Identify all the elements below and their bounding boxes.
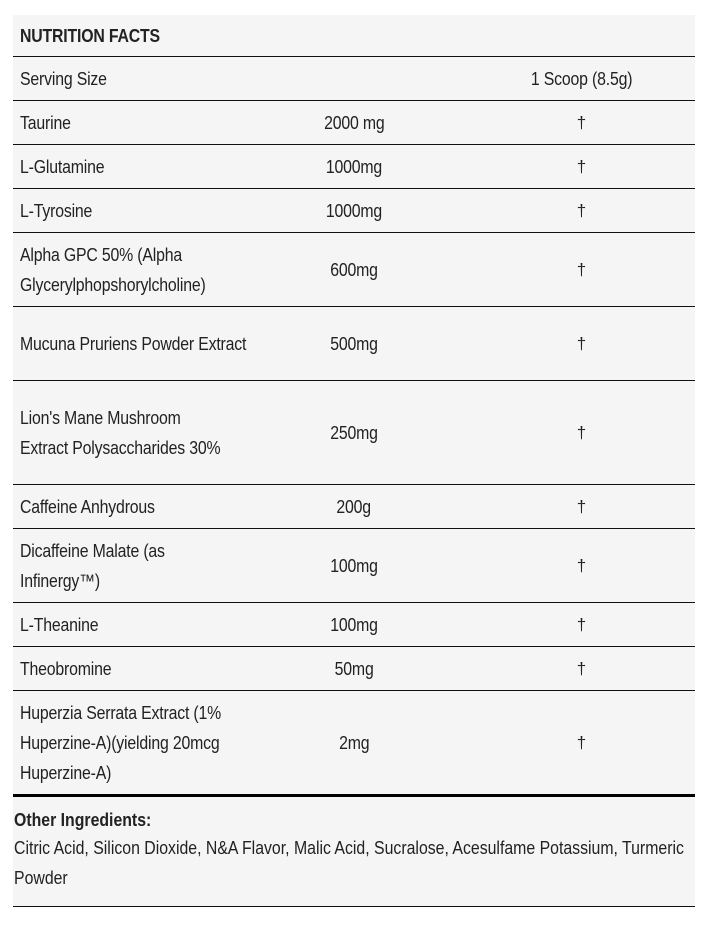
ingredient-name-text: Theobromine [20, 658, 112, 679]
ingredient-name-text: L-Glutamine [20, 156, 105, 177]
ingredient-amount [240, 381, 467, 485]
title-text: NUTRITION FACTS [20, 25, 160, 46]
other-ingredients-title: Other Ingredients: [14, 810, 152, 830]
amount-text: 500mg [330, 333, 378, 354]
ingredient-name-text: L-Theanine [20, 614, 99, 635]
ingredient-name [13, 603, 240, 647]
ingredient-name-text: Alpha GPC 50% (Alpha Glycerylphopshorylcholine) [20, 244, 206, 295]
amount-text: 1000mg [325, 156, 383, 177]
amount-text: 50mg [334, 658, 374, 679]
other-ingredients-list: Citric Acid, Silicon Dioxide, N&A Flavor, Malic Acid, Sucralose, Acesulfame Potassium, Turmeric Powder [14, 838, 684, 888]
ingredient-name-text: Huperzia Serrata Extract (1% Huperzine-A)(yielding 20mcg Huperzine-A) [20, 702, 222, 783]
table-row [13, 307, 695, 381]
ingredient-name [13, 381, 240, 485]
daily-value-dagger [468, 647, 695, 691]
ingredient-amount [240, 691, 467, 796]
ingredient-amount [240, 603, 467, 647]
ingredient-name-text: Taurine [20, 112, 71, 133]
amount-text: 200g [336, 496, 372, 517]
serving-value-text: 1 Scoop (8.5g) [530, 68, 633, 89]
ingredient-amount [240, 189, 467, 233]
dagger-icon: † [576, 497, 586, 516]
ingredient-name [13, 307, 247, 381]
daily-value-dagger [468, 101, 695, 145]
nutrition-facts-panel [13, 15, 695, 907]
serving-spacer [240, 57, 467, 101]
amount-text: 2000 mg [323, 112, 385, 133]
ingredient-amount [240, 485, 467, 529]
ingredient-name [13, 647, 240, 691]
ingredient-name [13, 101, 240, 145]
daily-value-dagger [468, 233, 695, 307]
dagger-icon: † [576, 615, 586, 634]
amount-text: 250mg [330, 422, 378, 443]
table-row [13, 647, 695, 691]
dagger-icon: † [576, 157, 586, 176]
ingredient-name-text: Caffeine Anhydrous [20, 496, 155, 517]
amount-text: 1000mg [325, 200, 383, 221]
daily-value-dagger [468, 691, 695, 796]
serving-size-value [468, 57, 695, 101]
daily-value-dagger [468, 307, 695, 381]
table-row [13, 101, 695, 145]
ingredient-amount [240, 101, 467, 145]
table-row [13, 145, 695, 189]
table-header-row [13, 15, 695, 57]
dagger-icon: † [576, 423, 586, 442]
ingredient-name [13, 529, 240, 603]
ingredient-amount [240, 233, 467, 307]
amount-text: 100mg [330, 614, 378, 635]
daily-value-dagger [468, 189, 695, 233]
serving-label-text: Serving Size [20, 68, 107, 89]
table-row [13, 691, 695, 796]
table-row [13, 233, 695, 307]
daily-value-dagger [468, 529, 695, 603]
amount-text: 600mg [330, 259, 378, 280]
daily-value-dagger [468, 381, 695, 485]
amount-text: 2mg [338, 732, 370, 753]
dagger-icon: † [576, 260, 586, 279]
ingredient-amount [240, 307, 467, 381]
table-row [13, 189, 695, 233]
amount-text: 100mg [330, 555, 378, 576]
ingredient-name-text: Lion's Mane Mushroom Extract Polysaccharides 30% [20, 407, 221, 458]
ingredient-name [13, 189, 240, 233]
ingredient-name-text: Mucuna Pruriens Powder Extract [20, 333, 247, 354]
daily-value-dagger [468, 145, 695, 189]
table-row [13, 381, 695, 485]
ingredient-name-text: Dicaffeine Malate (as Infinergy™) [20, 540, 165, 591]
dagger-icon: † [576, 733, 586, 752]
dagger-icon: † [576, 201, 586, 220]
daily-value-dagger [468, 485, 695, 529]
ingredient-name [13, 145, 240, 189]
ingredient-name [13, 691, 240, 796]
nutrition-title [13, 15, 695, 57]
ingredient-name [13, 485, 240, 529]
table-row [13, 603, 695, 647]
table-row [13, 529, 695, 603]
ingredient-amount [240, 529, 467, 603]
serving-size-row [13, 57, 695, 101]
dagger-icon: † [576, 659, 586, 678]
ingredient-name [13, 233, 240, 307]
table-row [13, 485, 695, 529]
daily-value-dagger [468, 603, 695, 647]
nutrition-table [13, 15, 695, 797]
dagger-icon: † [576, 334, 586, 353]
other-ingredients-section [13, 797, 695, 907]
ingredient-name-text: L-Tyrosine [20, 200, 93, 221]
dagger-icon: † [576, 113, 586, 132]
ingredient-amount [240, 145, 467, 189]
ingredient-amount [240, 647, 467, 691]
serving-size-label [13, 57, 240, 101]
dagger-icon: † [576, 556, 586, 575]
